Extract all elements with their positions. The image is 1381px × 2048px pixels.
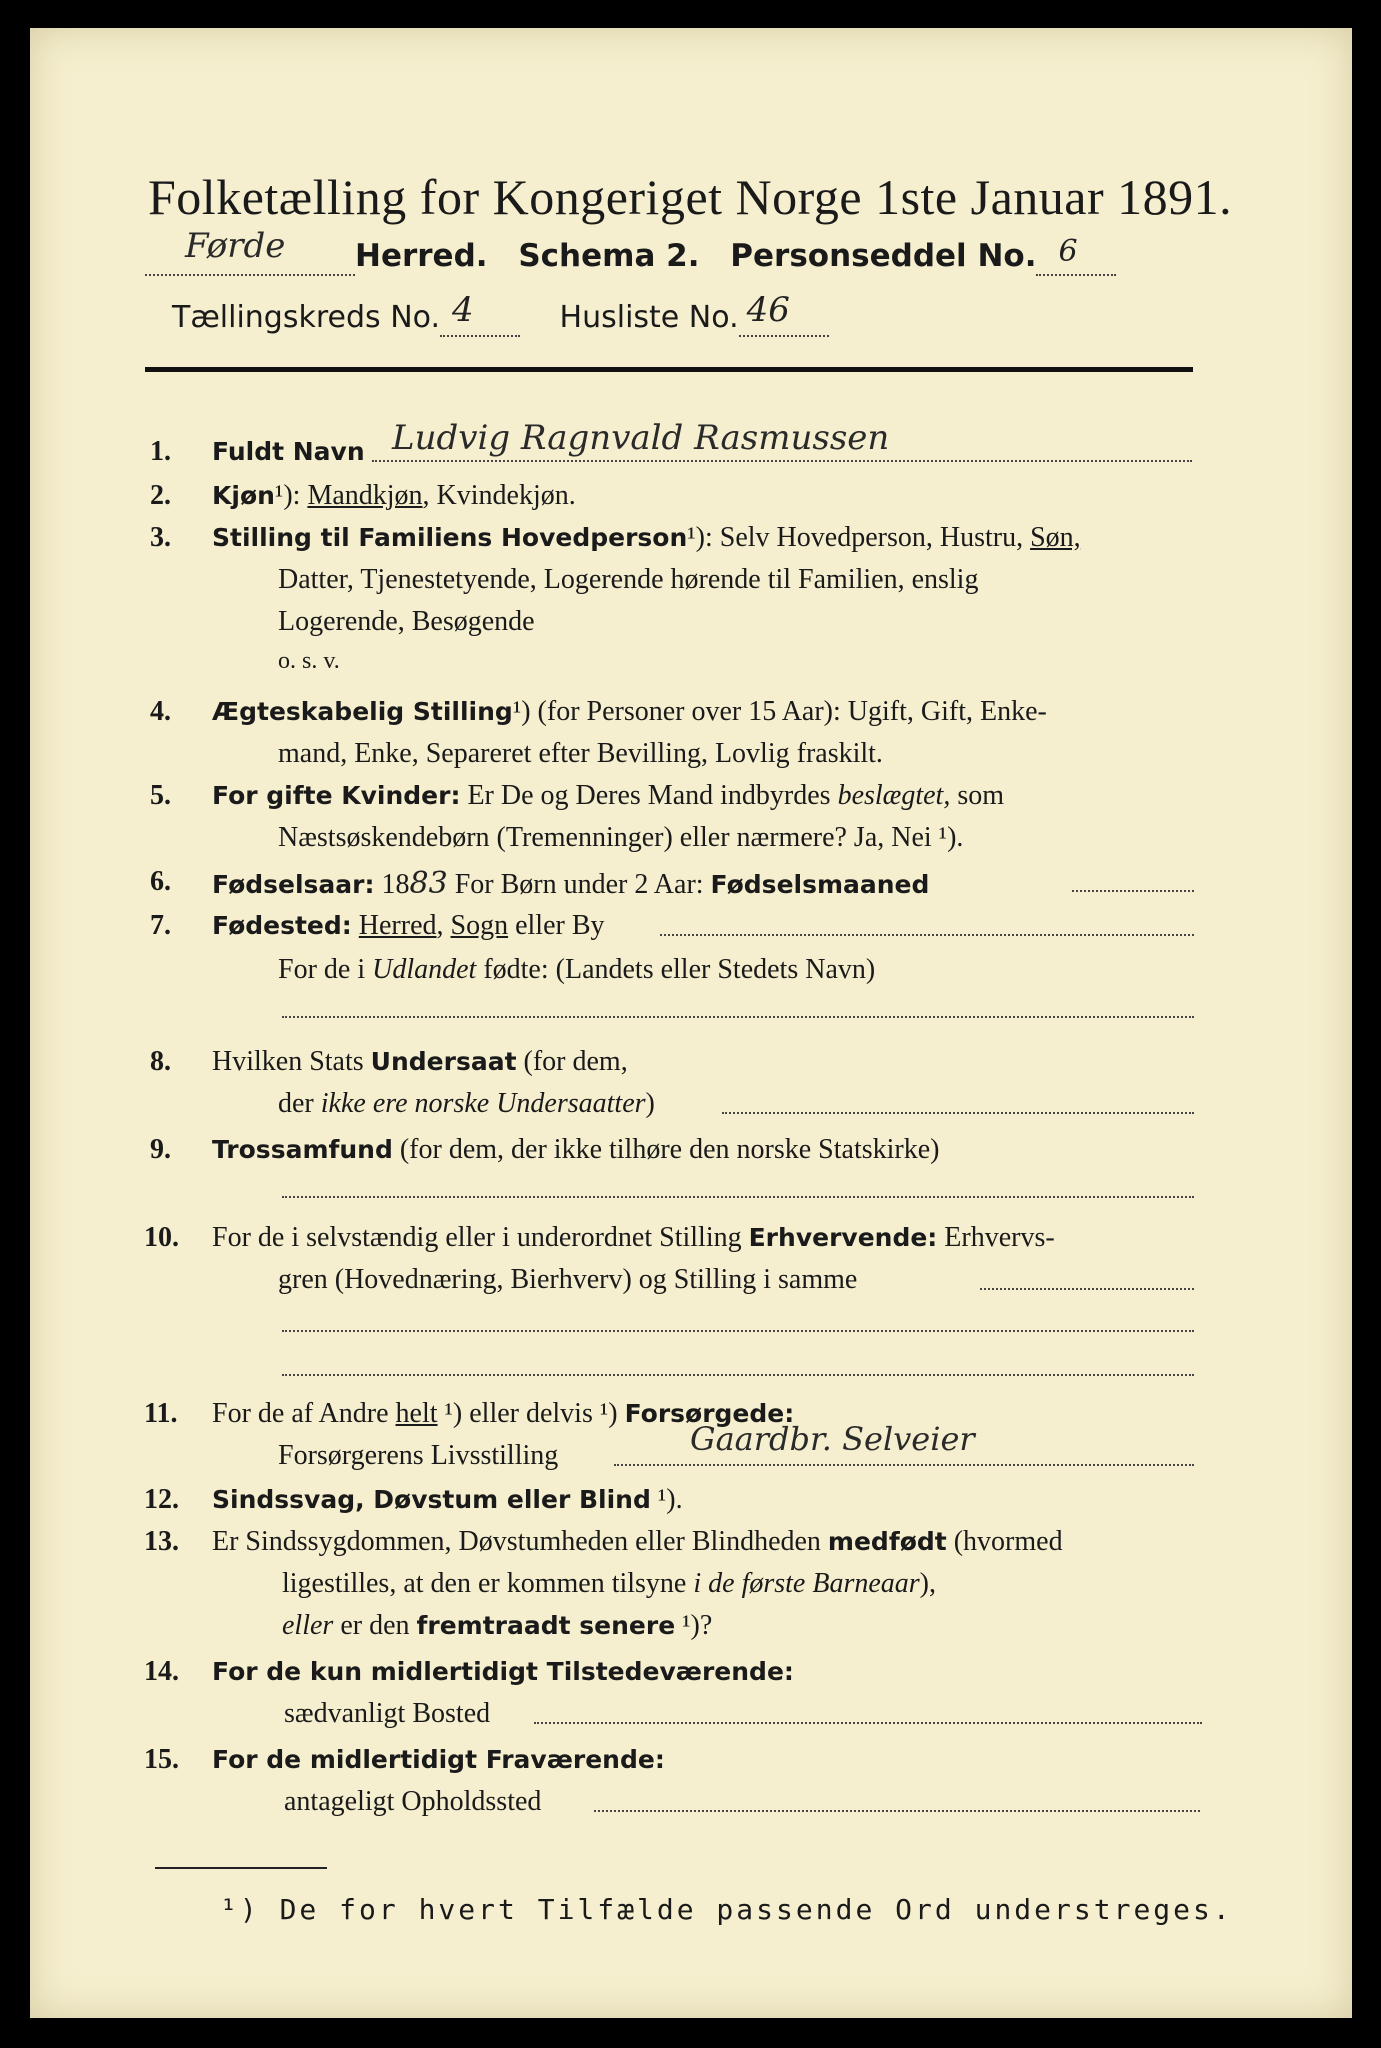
item-7-dotline <box>660 934 1194 936</box>
item-6-label: Fødselsaar: <box>212 870 375 899</box>
item-11-selected-option: helt <box>395 1398 438 1429</box>
husliste-label: Husliste No. <box>559 300 739 335</box>
item-15-label: For de midlertidigt Fraværende: <box>212 1745 665 1774</box>
item-7-selected-option-1: Herred <box>358 910 437 941</box>
item-7: Fødested: Herred, Sogn eller By <box>212 910 605 941</box>
item-10-blank-line-1 <box>282 1330 1194 1332</box>
item-13-number: 13. <box>144 1526 179 1557</box>
item-10-label: Erhvervende: <box>748 1223 938 1252</box>
item-11-line2: Forsørgerens Livsstilling <box>278 1440 559 1471</box>
item-8-number: 8. <box>150 1046 171 1077</box>
item-3-label: Stilling til Familiens Hovedperson <box>212 523 688 552</box>
item-6-label2: Fødselsmaaned <box>710 870 930 899</box>
kreds-label: Tællingskreds No. <box>172 300 440 335</box>
item-14-number: 14. <box>144 1656 179 1687</box>
item-4-number: 4. <box>150 696 171 727</box>
item-10-blank-line-2 <box>282 1374 1194 1376</box>
item-11-value: Gaardbr. Selveier <box>690 1420 975 1458</box>
item-4-label: Ægteskabelig Stilling <box>212 697 513 726</box>
herred-line <box>145 226 1116 276</box>
item-6: Fødselsaar: 1883 For Børn under 2 Aar: Fødselsmaaned <box>212 866 930 901</box>
item-7-selected-option-2: Sogn <box>450 910 509 941</box>
item-15-number: 15. <box>144 1744 179 1775</box>
schema-label: Schema 2. <box>518 238 700 274</box>
item-1-label: Fuldt Navn <box>212 437 365 466</box>
item-9-label: Trossamfund <box>212 1135 393 1164</box>
item-7-blank-line <box>282 1016 1194 1018</box>
item-13: Er Sindssygdommen, Døvstumheden eller Blindheden medfødt (hvormed <box>212 1526 1063 1557</box>
item-6-value: 83 <box>409 866 448 901</box>
item-15-line2: antageligt Opholdssted <box>284 1786 542 1817</box>
item-14 <box>212 1656 794 1688</box>
item-13-label: medfødt <box>827 1527 947 1556</box>
personseddel-label: Personseddel No. <box>730 238 1037 274</box>
item-11-label: Forsørgede: <box>624 1399 795 1428</box>
herred-label: Herred. <box>355 238 488 274</box>
item-11: For de af Andre helt ¹) eller delvis ¹) Forsørgede: <box>212 1398 795 1429</box>
item-1-number: 1. <box>150 436 171 467</box>
header-rule <box>145 367 1193 372</box>
item-1-dotline <box>372 460 1192 462</box>
herred-value: Førde <box>185 226 286 266</box>
item-1 <box>212 436 365 468</box>
item-15 <box>212 1744 665 1776</box>
item-12-label: Sindssvag, Døvstum eller Blind <box>212 1485 651 1514</box>
item-10: For de i selvstændig eller i underordnet Stilling Erhvervende: Erhvervs- <box>212 1222 1055 1253</box>
item-2-number: 2. <box>150 480 171 511</box>
item-9-blank-line <box>282 1196 1194 1198</box>
item-3-selected-option: Søn, <box>1030 522 1081 553</box>
kreds-value: 4 <box>452 290 474 330</box>
item-5-line2: Næstsøskendebørn (Tremenninger) eller nærmere? Ja, Nei ¹). <box>278 822 964 853</box>
item-5-label: For gifte Kvinder: <box>212 781 461 810</box>
item-2-label: Kjøn <box>212 481 275 510</box>
item-7-number: 7. <box>150 910 171 941</box>
item-8-line2: der ikke ere norske Undersaatter) <box>278 1088 655 1119</box>
item-8-dotline <box>722 1112 1194 1114</box>
item-3: Stilling til Familiens Hovedperson¹): Selv Hovedperson, Hustru, Søn, <box>212 522 1081 553</box>
item-10-line2: gren (Hovednæring, Bierhverv) og Stilling i samme <box>278 1264 858 1295</box>
item-2-selected-option: Mandkjøn <box>307 480 423 511</box>
item-9-number: 9. <box>150 1134 171 1165</box>
item-6-dotline <box>1072 890 1194 892</box>
item-4-line2: mand, Enke, Separeret efter Bevilling, Lovlig fraskilt. <box>278 738 883 769</box>
item-13-line2: ligestilles, at den er kommen tilsyne i de første Barneaar), <box>282 1568 936 1599</box>
item-3-line2: Datter, Tjenestetyende, Logerende hørende til Familien, enslig <box>278 564 979 595</box>
item-14-dotline <box>534 1722 1202 1724</box>
item-12: Sindssvag, Døvstum eller Blind ¹). <box>212 1484 683 1515</box>
item-11-dotline <box>614 1464 1194 1466</box>
item-8: Hvilken Stats Undersaat (for dem, <box>212 1046 628 1077</box>
item-11-number: 11. <box>144 1398 178 1429</box>
item-10-dotline <box>980 1288 1194 1290</box>
item-2: Kjøn¹): Mandkjøn, Kvindekjøn. <box>212 480 576 511</box>
husliste-value: 46 <box>746 290 790 330</box>
item-10-number: 10. <box>144 1222 179 1253</box>
form-title: Folketælling for Kongeriget Norge 1ste Januar 1891. <box>148 169 1233 225</box>
footnote-rule <box>155 1867 327 1869</box>
personseddel-value: 6 <box>1058 234 1078 269</box>
item-12-number: 12. <box>144 1484 179 1515</box>
item-4: Ægteskabelig Stilling¹) (for Personer over 15 Aar): Ugift, Gift, Enke- <box>212 696 1047 727</box>
item-9: Trossamfund (for dem, der ikke tilhøre den norske Statskirke) <box>212 1134 940 1165</box>
kreds-line <box>172 290 829 337</box>
item-6-number: 6. <box>150 866 171 897</box>
item-3-line4: o. s. v. <box>278 648 340 674</box>
item-7-line2: For de i Udlandet fødte: (Landets eller Stedets Navn) <box>278 954 876 985</box>
item-5-number: 5. <box>150 780 171 811</box>
item-3-number: 3. <box>150 522 171 553</box>
item-5: For gifte Kvinder: Er De og Deres Mand indbyrdes beslægtet, som <box>212 780 1005 811</box>
item-15-dotline <box>594 1810 1200 1812</box>
item-8-label: Undersaat <box>370 1047 517 1076</box>
item-7-label: Fødested: <box>212 911 352 940</box>
item-14-line2: sædvanligt Bosted <box>284 1698 491 1729</box>
item-1-value: Ludvig Ragnvald Rasmussen <box>392 418 890 458</box>
item-13-line3: eller er den fremtraadt senere ¹)? <box>282 1610 713 1641</box>
item-3-line3: Logerende, Besøgende <box>278 606 535 637</box>
item-14-label: For de kun midlertidigt Tilstedeværende: <box>212 1657 794 1686</box>
footnote: ¹) De for hvert Tilfælde passende Ord understreges. <box>220 1893 1233 1926</box>
